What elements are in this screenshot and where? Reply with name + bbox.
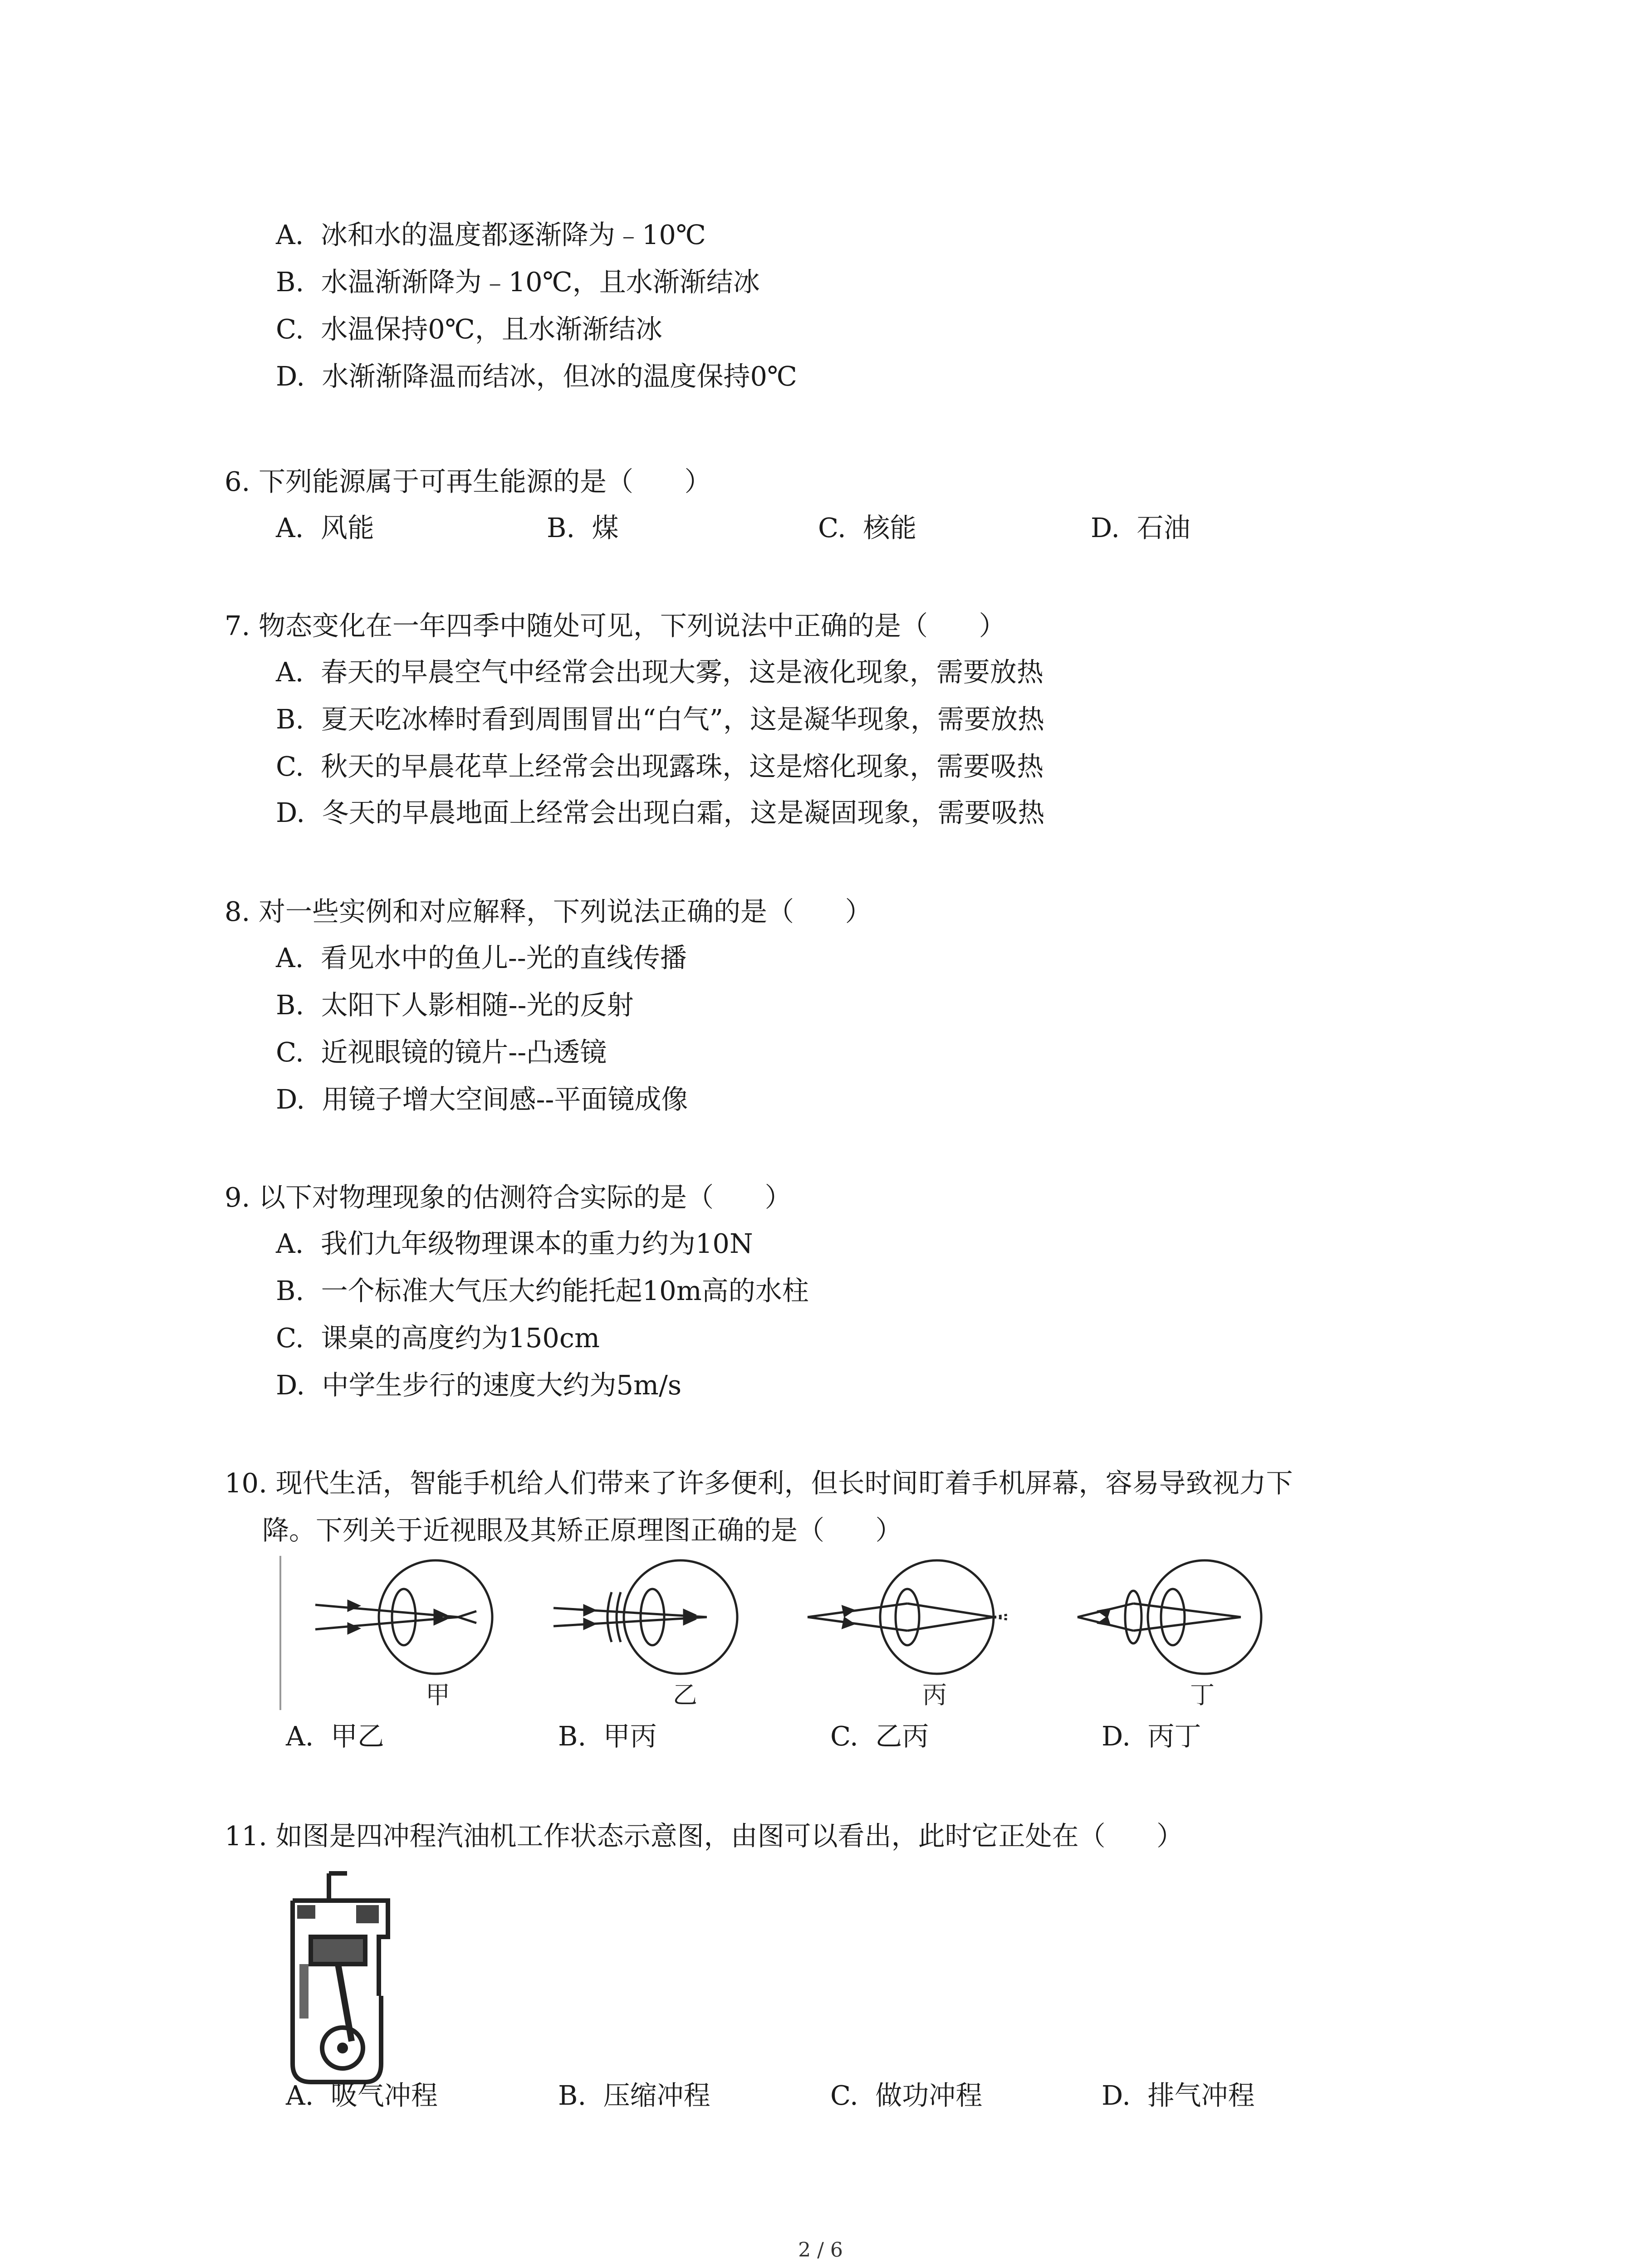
- q7-stem: 7. 物态变化在一年四季中随处可见，下列说法中正确的是（ ）: [225, 610, 1006, 641]
- q11-option-c: C. 做功冲程: [830, 2080, 983, 2111]
- q7-option-d: D. 冬天的早晨地面上经常会出现白霜，这是凝固现象，需要吸热: [276, 797, 1045, 828]
- eye-diagram-yi: [554, 1560, 737, 1674]
- q8-option-c: C. 近视眼镜的镜片--凸透镜: [276, 1036, 607, 1068]
- eye-diagram-bing: [808, 1560, 1007, 1674]
- q6-option-c: C. 核能: [818, 512, 917, 543]
- eye-diagram-ding: [1078, 1560, 1261, 1674]
- q11-option-b: B. 压缩冲程: [558, 2080, 710, 2111]
- q5-option-d: D. 水渐渐降温而结冰，但冰的温度保持0℃: [276, 361, 798, 392]
- q5-option-c: C. 水温保持0℃，且水渐渐结冰: [276, 313, 662, 345]
- q5-option-b: B. 水温渐渐降为﹣10℃，且水渐渐结冰: [276, 266, 760, 298]
- q9-stem: 9. 以下对物理现象的估测符合实际的是（ ）: [225, 1182, 792, 1213]
- q10-option-b: B. 甲丙: [558, 1721, 657, 1752]
- q6-option-a: A. 风能: [276, 512, 374, 543]
- q10-stem-line2: 降。下列关于近视眼及其矫正原理图正确的是（ ）: [262, 1515, 902, 1546]
- q9-option-a: A. 我们九年级物理课本的重力约为10N: [276, 1228, 753, 1259]
- q9-option-d: D. 中学生步行的速度大约为5m/s: [276, 1369, 682, 1401]
- q6-stem: 6. 下列能源属于可再生能源的是（ ）: [225, 466, 711, 497]
- q11-option-a: A. 吸气冲程: [286, 2080, 438, 2111]
- eye-label-jia: 甲: [426, 1681, 450, 1709]
- q10-stem-line1: 10. 现代生活，智能手机给人们带来了许多便利，但长时间盯着手机屏幕，容易导致视力下: [225, 1467, 1293, 1499]
- q10-option-d: D. 丙丁: [1102, 1721, 1201, 1752]
- q5-option-a: A. 冰和水的温度都逐渐降为﹣10℃: [276, 219, 706, 250]
- q6-option-d: D. 石油: [1091, 512, 1190, 543]
- eye-label-yi: 乙: [673, 1681, 697, 1709]
- q8-option-d: D. 用镜子增大空间感--平面镜成像: [276, 1084, 688, 1115]
- q9-option-b: B. 一个标准大气压大约能托起10m高的水柱: [276, 1275, 809, 1306]
- q9-option-c: C. 课桌的高度约为150cm: [276, 1322, 600, 1354]
- q10-eye-diagram-figure: [272, 1556, 1279, 1710]
- q7-option-b: B. 夏天吃冰棒时看到周围冒出“白气”，这是凝华现象，需要放热: [276, 704, 1044, 735]
- page-number: 2 / 6: [798, 2239, 843, 2262]
- q8-option-a: A. 看见水中的鱼儿--光的直线传播: [276, 942, 687, 973]
- eye-label-ding: 丁: [1190, 1681, 1215, 1709]
- q10-option-c: C. 乙丙: [830, 1721, 929, 1752]
- eye-label-bing: 丙: [922, 1681, 947, 1709]
- q8-option-b: B. 太阳下人影相随--光的反射: [276, 989, 634, 1021]
- q7-option-c: C. 秋天的早晨花草上经常会出现露珠，这是熔化现象，需要吸热: [276, 751, 1044, 782]
- q8-stem: 8. 对一些实例和对应解释，下列说法正确的是（ ）: [225, 896, 872, 927]
- q6-option-b: B. 煤: [547, 512, 619, 543]
- eye-diagram-jia: [315, 1560, 492, 1674]
- q10-option-a: A. 甲乙: [286, 1721, 384, 1752]
- q11-engine-diagram: [284, 1869, 402, 2087]
- q11-stem: 11. 如图是四冲程汽油机工作状态示意图，由图可以看出，此时它正处在（ ）: [225, 1820, 1184, 1852]
- q11-option-d: D. 排气冲程: [1102, 2080, 1255, 2111]
- q7-option-a: A. 春天的早晨空气中经常会出现大雾，这是液化现象，需要放热: [276, 656, 1043, 688]
